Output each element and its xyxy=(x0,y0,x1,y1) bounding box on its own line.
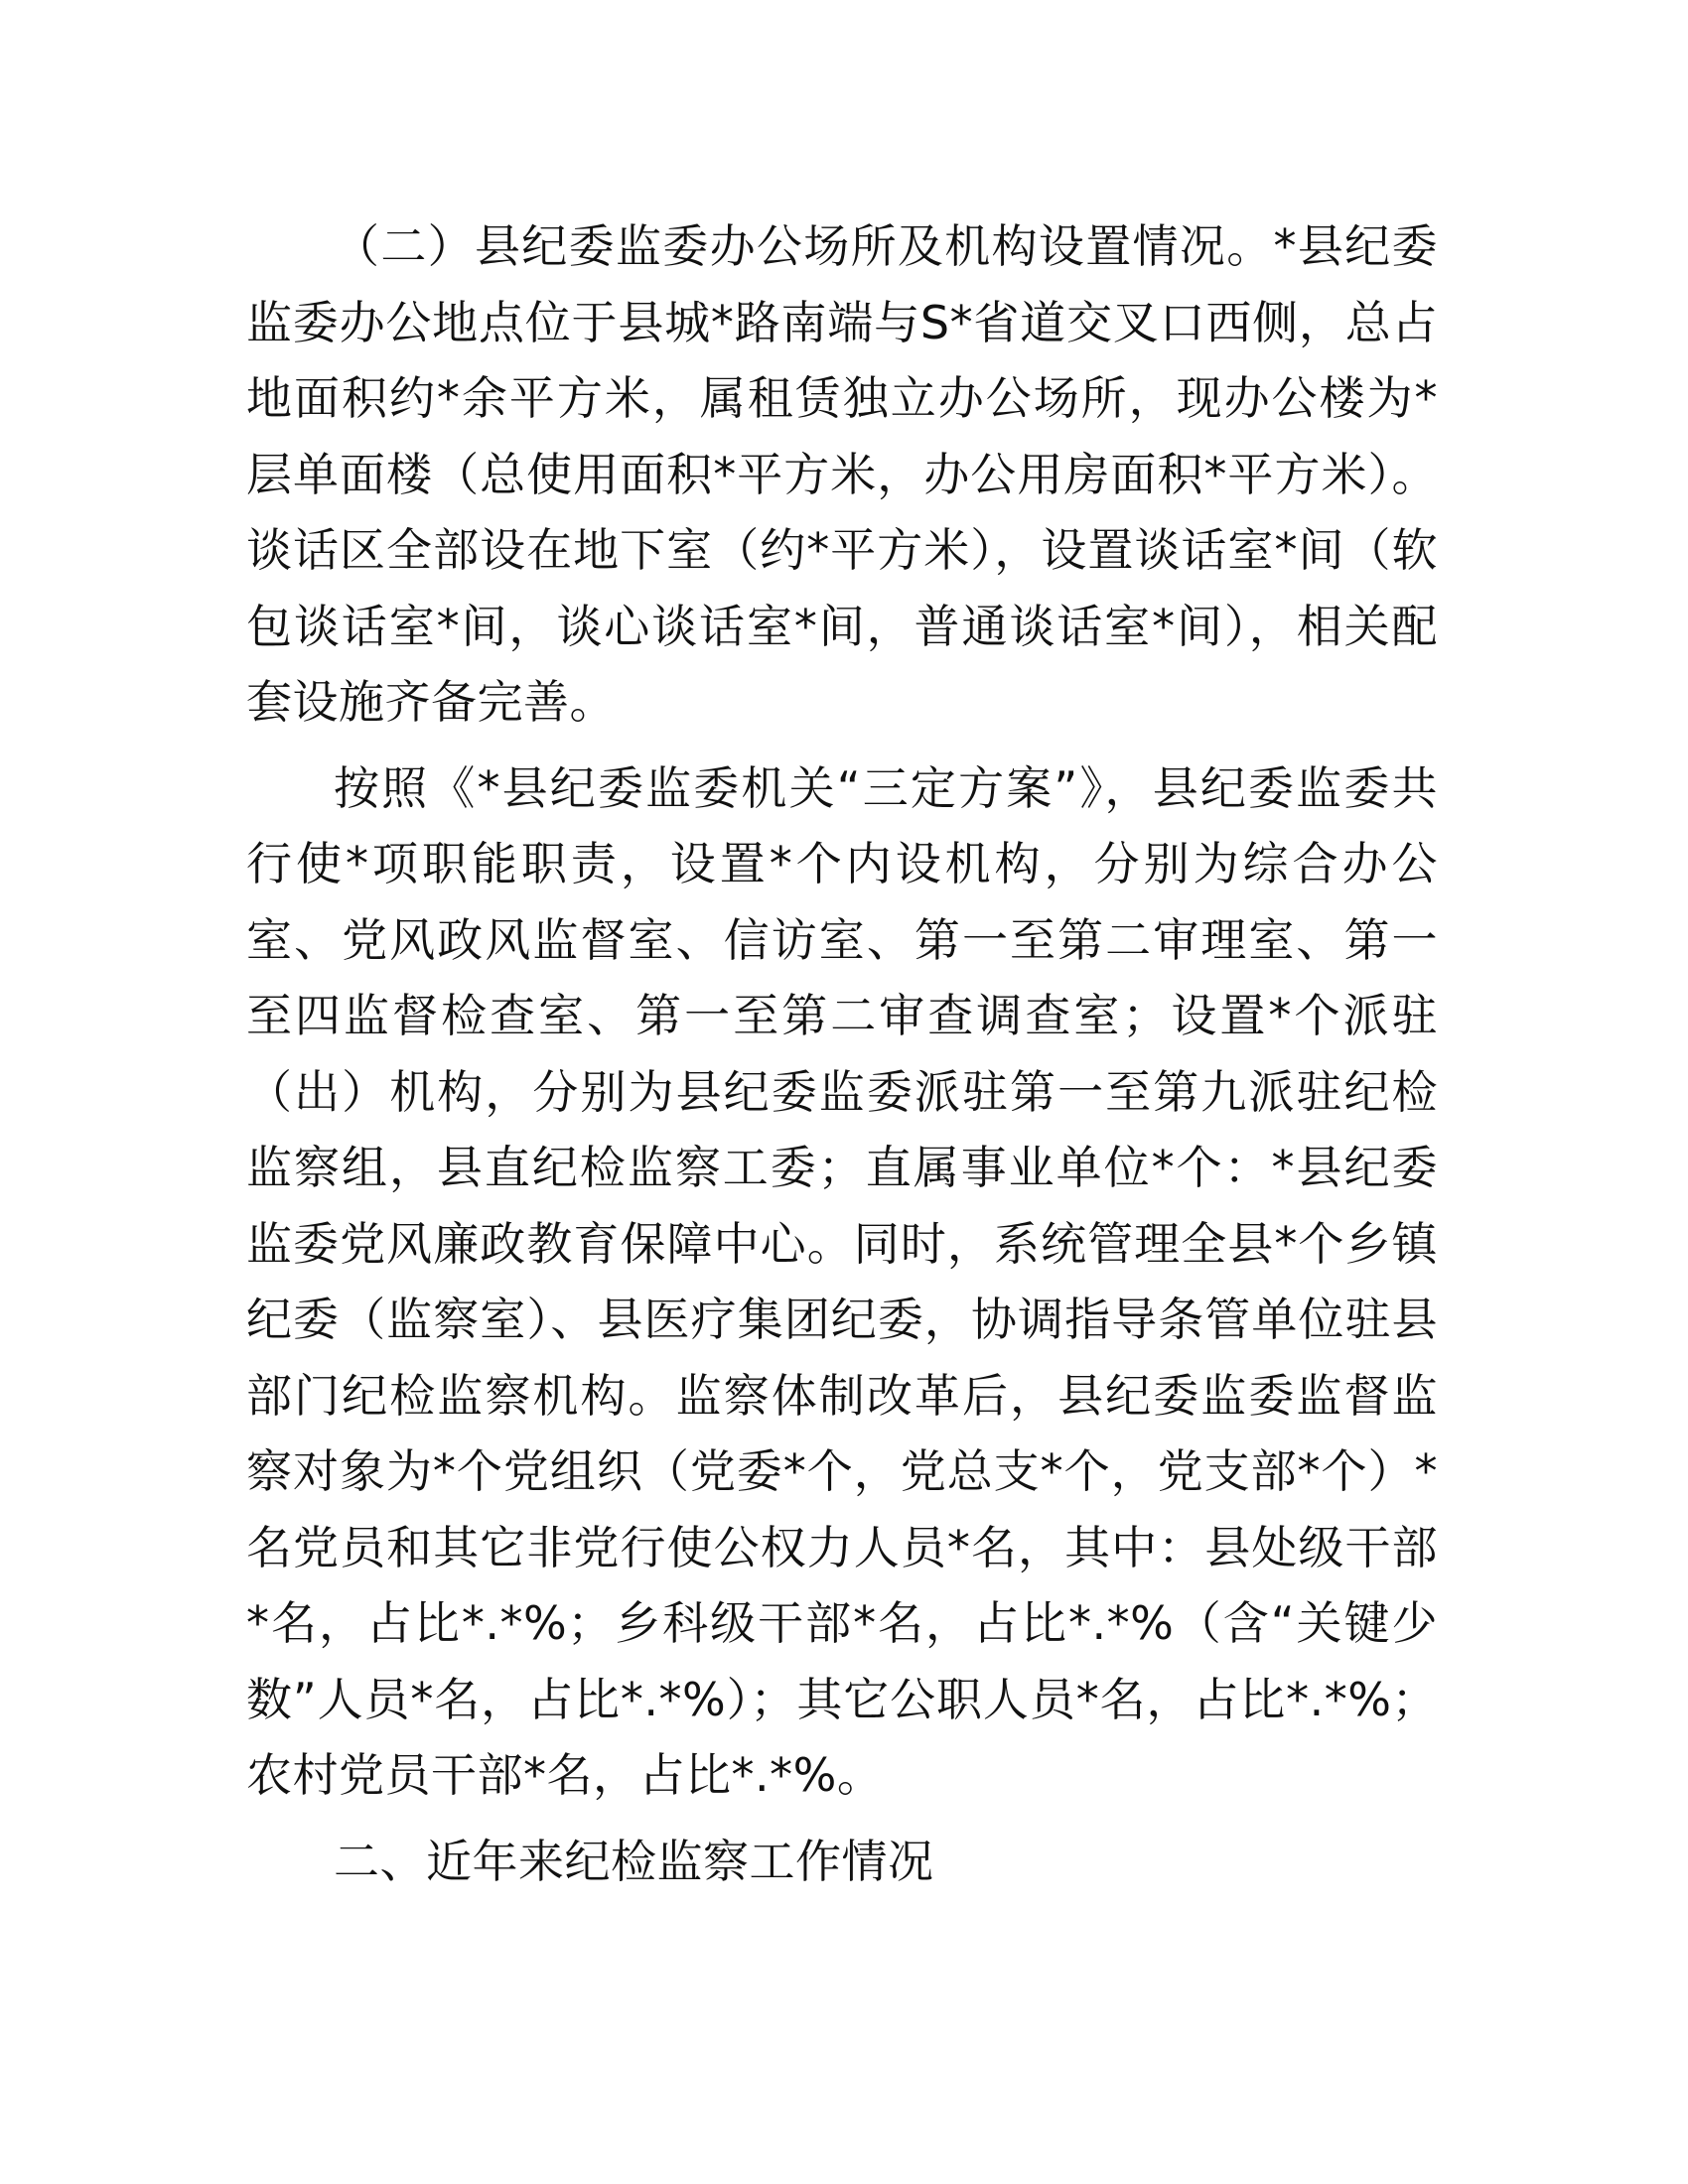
document-body xyxy=(246,208,1438,1899)
paragraph-three-determinations: 按照《*县纪委监委机关“三定方案”》，县纪委监委共行使*项职能职责，设置*个内设机构，分别为综合办公室、党风政风监督室、信访室、第一至第二审理室、第一至四监督检查室、第一至第二审查调查室；设置*个派驻（出）机构，分别为县纪委监委派驻第一至第九派驻纪检监察组，县直纪检监察工委；直属事业单位*个：*县纪委监委党风廉政教育保障中心。同时，系统管理全县*个乡镇纪委（监察室）、县医疗集团纪委，协调指导条管单位驻县部门纪检监察机构。监察体制改革后，县纪委监委监督监察对象为*个党组织（党委*个，党总支*个，党支部*个）*名党员和其它非党行使公权力人员*名，其中：县处级干部*名，占比*.*%；乡科级干部*名，占比*.*%（含“关键少数”人员*名，占比*.*%）；其它公职人员*名，占比*.*%；农村党员干部*名，占比*.*%。 xyxy=(246,760,1438,1802)
section-heading: 二、近年来纪检监察工作情况 xyxy=(334,1834,934,1888)
paragraph-office-and-organization: （二）县纪委监委办公场所及机构设置情况。*县纪委监委办公地点位于县城*路南端与S*省道交叉口西侧，总占地面积约*余平方米，属租赁独立办公场所，现办公楼为*层单面楼（总使用面积*平方米，办公用房面积*平方米）。谈话区全部设在地下室（约*平方米），设置谈话室*间（软包谈话室*间，谈心谈话室*间，普通谈话室*间），相关配套设施齐备完善。 xyxy=(246,219,1438,729)
